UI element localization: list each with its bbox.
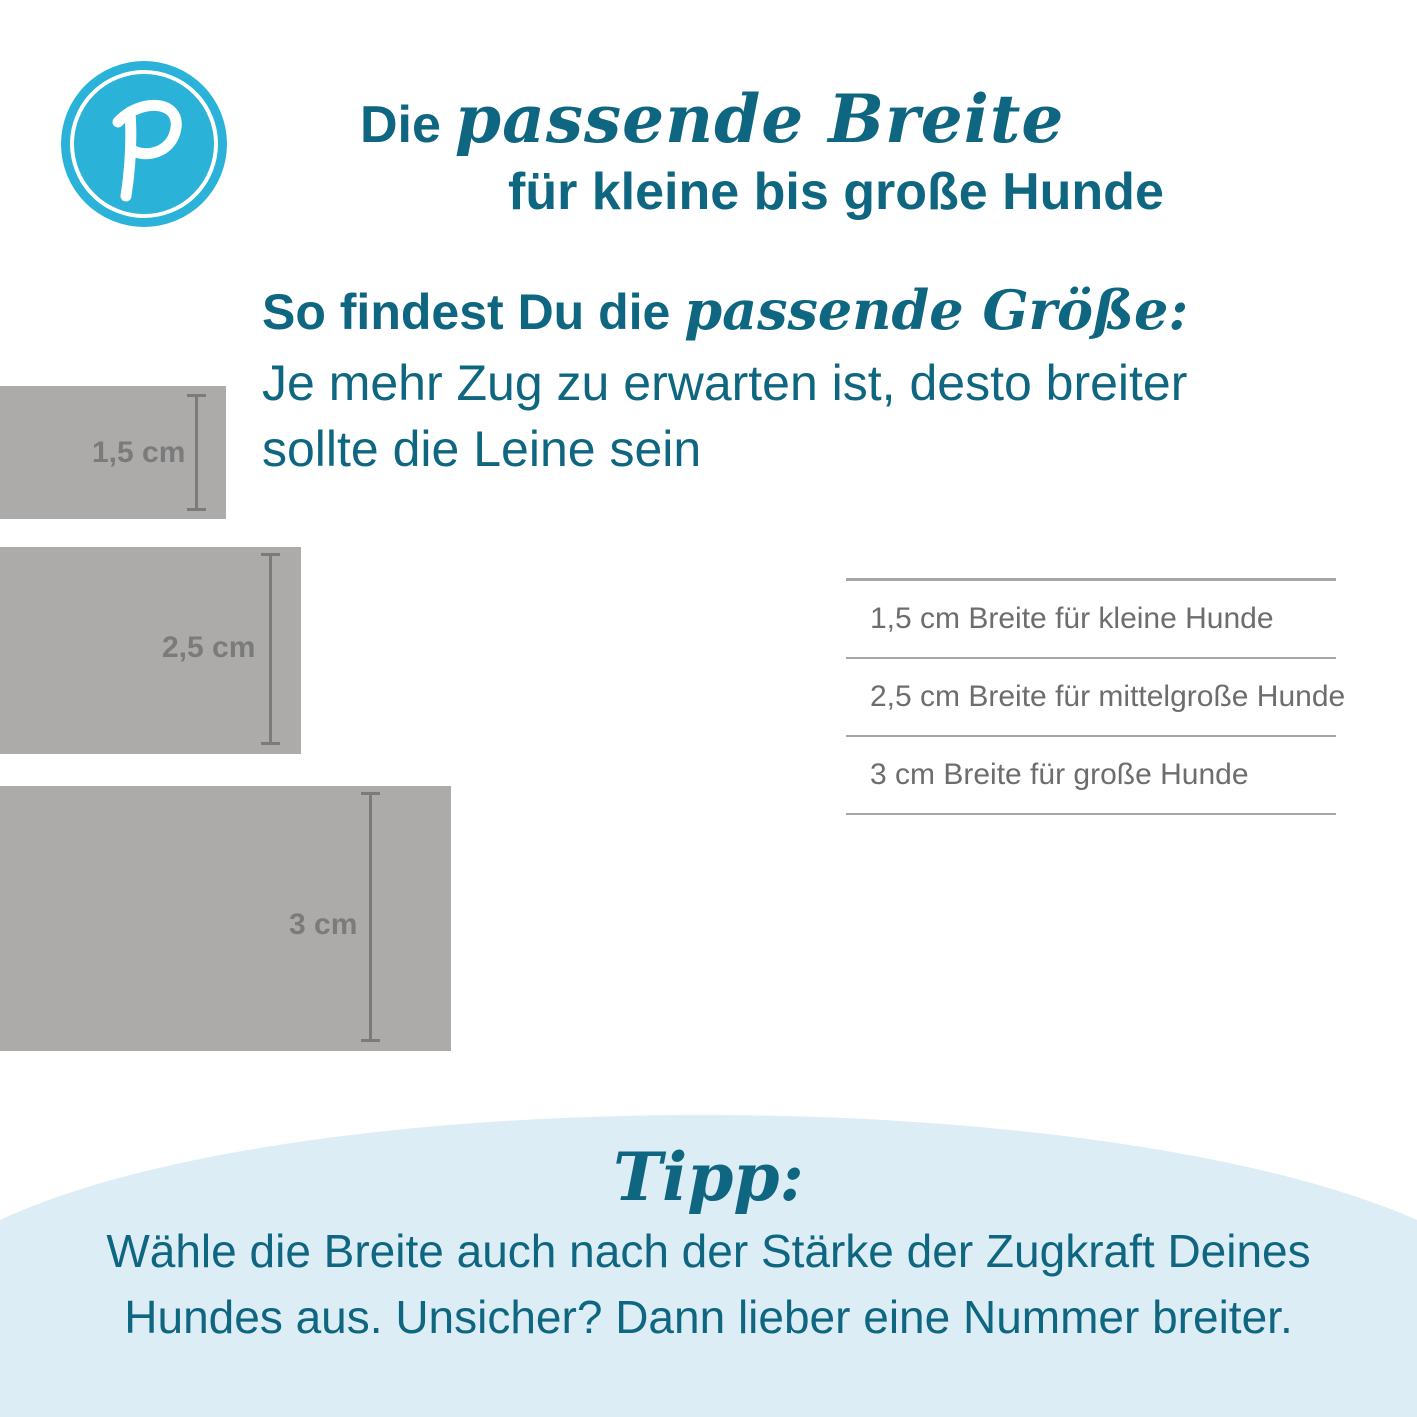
strip-2-5cm — [0, 547, 301, 754]
list-item: 2,5 cm Breite für mittelgroße Hunde — [846, 659, 1336, 737]
subheading-bold: So findest Du die — [262, 284, 671, 340]
size-list — [846, 578, 1346, 815]
strip-label: 2,5 cm — [162, 631, 256, 664]
strip-label: 3 cm — [289, 908, 358, 941]
strip-3cm — [0, 786, 451, 1051]
title-line-2: für kleine bis große Hunde — [508, 163, 1164, 221]
title-line-1 — [360, 80, 1064, 160]
title-prefix: Die — [360, 96, 441, 154]
title-script: passende Breite — [454, 80, 1065, 158]
tip-line-2: Hundes aus. Unsicher? Dann lieber eine Nummer breiter. — [124, 1291, 1293, 1343]
intro-text: Je mehr Zug zu erwarten ist, desto breiter sollte die Leine sein — [262, 355, 1188, 477]
subheading — [262, 278, 1188, 342]
tip-heading: Tipp: — [613, 1138, 804, 1216]
dimension-marker — [369, 792, 372, 1042]
dimension-marker — [269, 553, 272, 745]
strip-label: 1,5 cm — [92, 436, 186, 469]
strip-1-5cm — [0, 386, 226, 519]
brand-logo — [60, 60, 228, 228]
subheading-script: passende Größe: — [684, 278, 1189, 342]
list-item: 3 cm Breite für große Hunde — [846, 737, 1336, 815]
dimension-marker — [195, 394, 198, 511]
tip-text — [60, 1218, 1357, 1350]
tip-line-1: Wähle die Breite auch nach der Stärke der Zugkraft Deines — [106, 1225, 1311, 1277]
list-item: 1,5 cm Breite für kleine Hunde — [846, 581, 1336, 659]
